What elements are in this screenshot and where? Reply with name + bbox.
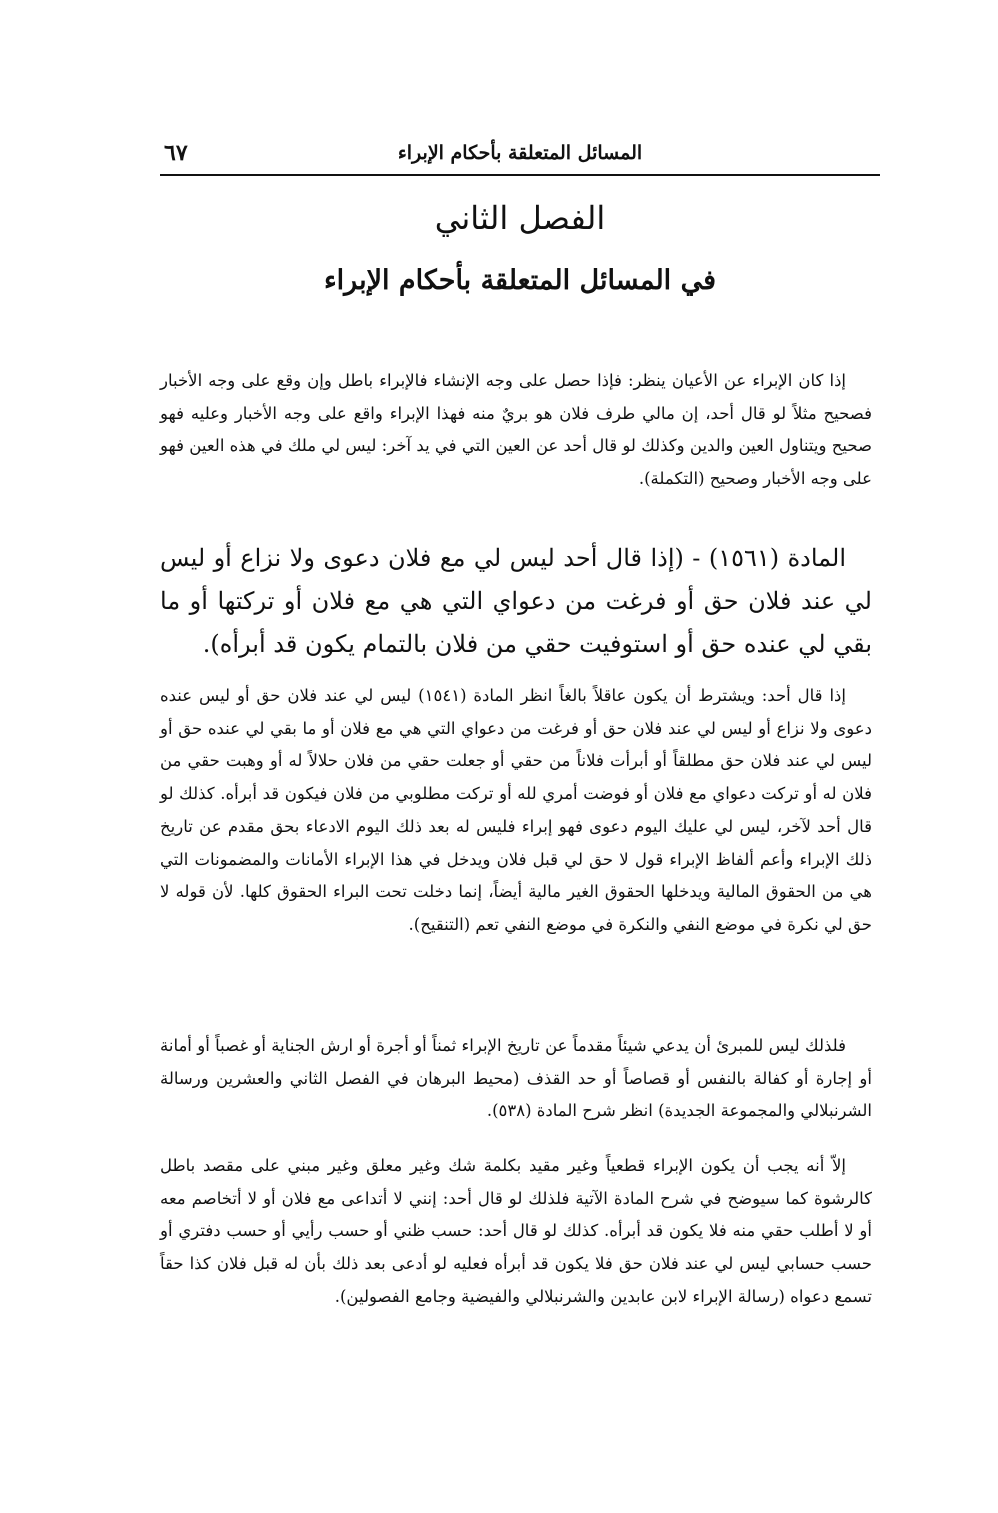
article-1561: المادة (١٥٦١) - (إذا قال أحد ليس لي مع فلان دعوى ولا نزاع أو ليس لي عند فلان حق أو فرغت من دعواي التي هي مع فلان أو تركتها أو ما بقي لي عنده حق أو استوفيت حقي من فلان بالتمام يكون قد أبرأه). [160, 544, 872, 658]
commentary-paragraph-1: إذا قال أحد: ويشترط أن يكون عاقلاً بالغاً انظر المادة (١٥٤١) ليس لي عند فلان حق أو ليس عنده دعوى ولا نزاع أو ليس لي عند فلان حق أو فرغت من دعواي التي هي مع فلان أو ما بقي لي عنده حق أو ليس لي عند فلان حق مطلقاً أو أبرأت فلاناً من حقي أو جعلت حقي من فلان حلالاً له أو وهبت حقي من فلان له أو تركت دعواي مع فلان أو فوضت أمري لله أو تركت مطلوبي من فلان فيكون قد أبرأه. كذلك لو قال أحد لآخر، ليس لي عليك اليوم دعوى فهو إبراء فليس له بعد ذلك اليوم الادعاء بحق مقدم عن تاريخ ذلك الإبراء وأعم ألفاظ الإبراء قول لا حق لي قبل فلان ويدخل في هذا الإبراء الأمانات والمضمونات التي هي من الحقوق المالية ويدخلها الحقوق الغير مالية أيضاً، إنما دخلت تحت البراء الحقوق كلها. لأن قوله لا حق لي نكرة في موضع النفي والنكرة في موضع النفي تعم (التنقيح). [160, 686, 872, 934]
running-title: المسائل المتعلقة بأحكام الإبراء [397, 142, 643, 164]
commentary-paragraph-3: إلاّ أنه يجب أن يكون الإبراء قطعياً وغير مقيد بكلمة شك وغير معلق وغير مبني على مقصد باطل كالرشوة كما سيوضح في شرح المادة الآتية فلذلك لو قال أحد: إنني لا أتداعى مع فلان أو لا أتخاصم معه أو لا أطلب حقي منه فلا يكون قد أبرأه. كذلك لو قال أحد: حسب ظني أو حسب رأيي أو حسب دفتري أو حسب حسابي ليس لي عند فلان حق فلا يكون قد أبرأه فعليه لو أدعى بعد ذلك بأن له قبل فلان كذا حقاً تسمع دعواه (رسالة الإبراء لابن عابدين والشرنبلالي والفيضية وجامع الفصولين). [160, 1156, 872, 1306]
intro-paragraph: إذا كان الإبراء عن الأعيان ينظر: فإذا حصل على وجه الإنشاء فالإبراء باطل وإن وقع على وجه الأخبار فصحيح مثلاً لو قال أحد، إن مالي طرف فلان هو بريٌ منه فهذا الإبراء واقع على وجه الأخبار وعليه فهو صحيح ويتناول العين والدين وكذلك لو قال أحد عن العين التي في يد آخر: ليس لي ملك في هذه العين فهو على وجه الأخبار وصحيح (التكملة). [160, 371, 872, 489]
chapter-title: الفصل الثاني [434, 199, 606, 237]
commentary-paragraph-2: فلذلك ليس للمبرئ أن يدعي شيئاً مقدماً عن تاريخ الإبراء ثمناً أو أجرة أو ارش الجناية أو غصباً أو أمانة أو إجارة أو كفالة بالنفس أو قصاصاً أو حد القذف (محيط البرهان في الفصل الثاني والعشرين ورسالة الشرنبلالي والمجموعة الجديدة) انظر شرح المادة (٥٣٨). [160, 1036, 872, 1121]
chapter-subtitle: في المسائل المتعلقة بأحكام الإبراء [323, 265, 716, 296]
running-header [160, 138, 880, 176]
page-number: ٦٧ [164, 140, 188, 166]
